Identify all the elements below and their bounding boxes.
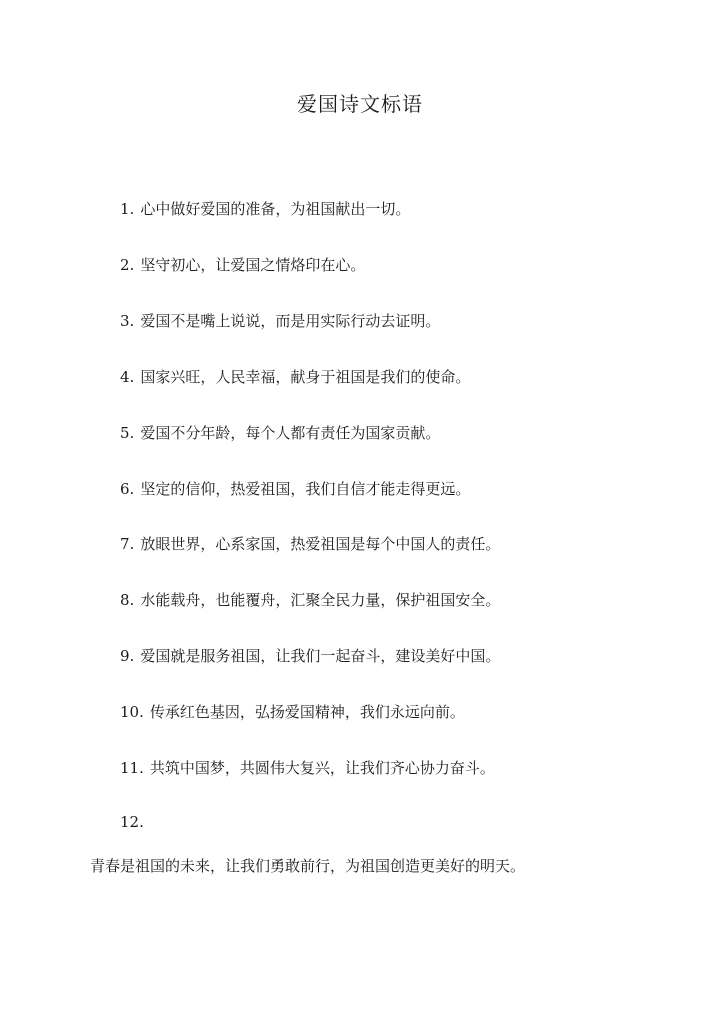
list-item (120, 422, 440, 443)
list-item (120, 589, 500, 610)
list-item (120, 254, 365, 275)
item-text: 坚守初心，让爱国之情烙印在心。 (140, 256, 366, 274)
item-text: 爱国不分年龄，每个人都有责任为国家贡献。 (140, 424, 441, 442)
list-item (120, 310, 440, 331)
item-number: 11. (120, 759, 144, 777)
item-number: 10. (120, 703, 144, 721)
item-number: 9. (120, 647, 135, 665)
list-item (120, 478, 470, 499)
document-title: 爱国诗文标语 (297, 92, 423, 116)
item-number: 1. (120, 200, 135, 218)
item-12-text: 青春是祖国的未来，让我们勇敢前行，为祖国创造更美好的明天。 (90, 857, 526, 875)
item-text: 共筑中国梦，共圆伟大复兴，让我们齐心协力奋斗。 (149, 759, 495, 777)
item-number: 4. (120, 368, 135, 386)
list-item (120, 645, 500, 666)
item-text: 爱国就是服务祖国，让我们一起奋斗，建设美好中国。 (140, 647, 501, 665)
item-number: 6. (120, 480, 135, 498)
list-item (120, 701, 465, 722)
item-text: 传承红色基因，弘扬爱国精神，我们永远向前。 (149, 703, 465, 721)
item-number: 3. (120, 312, 135, 330)
list-item (120, 366, 470, 387)
list-item (120, 757, 495, 778)
item-number: 5. (120, 424, 135, 442)
item-number: 7. (120, 535, 135, 553)
item-text: 坚定的信仰，热爱祖国，我们自信才能走得更远。 (140, 480, 471, 498)
item-number: 2. (120, 256, 135, 274)
list-item (120, 198, 410, 219)
item-text: 爱国不是嘴上说说，而是用实际行动去证明。 (140, 312, 441, 330)
item-text: 心中做好爱国的准备，为祖国献出一切。 (140, 200, 411, 218)
list-item (120, 813, 150, 831)
item-text: 国家兴旺，人民幸福，献身于祖国是我们的使命。 (140, 368, 471, 386)
item-text: 水能载舟，也能覆舟，汇聚全民力量，保护祖国安全。 (140, 591, 501, 609)
item-number: 12. (120, 813, 144, 831)
item-text: 放眼世界，心系家国，热爱祖国是每个中国人的责任。 (140, 535, 501, 553)
list-item (120, 533, 500, 554)
item-number: 8. (120, 591, 135, 609)
